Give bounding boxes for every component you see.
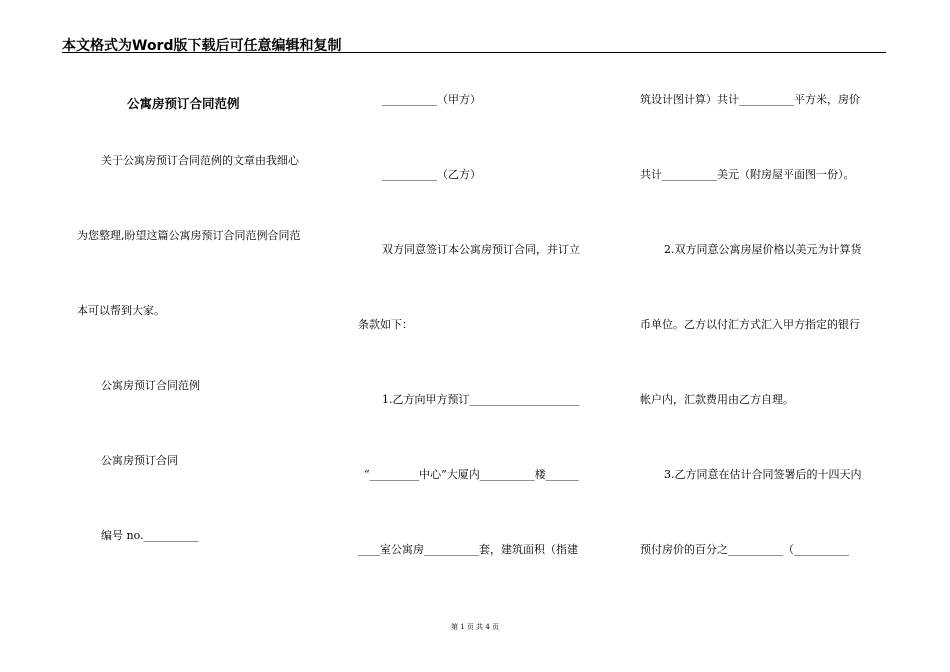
paragraph-line: 预付房价的百分之__________（__________ <box>640 543 849 556</box>
paragraph-line: “_________中心”大厦内__________楼______ <box>364 468 579 481</box>
party-b-line: __________（乙方） <box>382 168 481 181</box>
header-title: 本文格式为Word版下载后可任意编辑和复制 <box>62 38 342 54</box>
paragraph-line: 为您整理,盼望这篇公寓房预订合同范例合同范 <box>77 229 301 242</box>
paragraph-line: 共计__________美元（附房屋平面图一份）。 <box>640 168 855 181</box>
paragraph-line: ____室公寓房__________套，建筑面积（指建 <box>358 543 578 556</box>
paragraph-line: 本可以帮到大家。 <box>77 304 165 317</box>
party-a-line: __________（甲方） <box>382 93 481 106</box>
clause-1-line: 1.乙方向甲方预订____________________ <box>382 393 580 406</box>
paragraph-line: 公寓房预订合同范例 <box>101 379 200 392</box>
paragraph-line: 筑设计图计算）共计__________平方米，房价 <box>640 93 860 106</box>
paragraph-line: 双方同意签订本公寓房预订合同，并订立 <box>382 243 580 256</box>
document-title: 公寓房预订合同范例 <box>127 96 240 111</box>
contract-number-line: 编号 no.__________ <box>101 529 199 542</box>
paragraph-line: 帐户内，汇款费用由乙方自理。 <box>640 393 794 406</box>
paragraph-line: 关于公寓房预订合同范例的文章由我细心 <box>101 154 299 167</box>
clause-2-line: 2.双方同意公寓房屋价格以美元为计算货 <box>664 243 862 256</box>
paragraph-line: 公寓房预订合同 <box>101 454 178 467</box>
page-number: 第 1 页 共 4 页 <box>450 623 500 631</box>
paragraph-line: 条款如下： <box>358 318 413 331</box>
clause-3-line: 3.乙方同意在估计合同签署后的十四天内 <box>664 468 862 481</box>
page-header <box>62 33 886 53</box>
paragraph-line: 币单位。乙方以付汇方式汇入甲方指定的银行 <box>640 318 860 331</box>
